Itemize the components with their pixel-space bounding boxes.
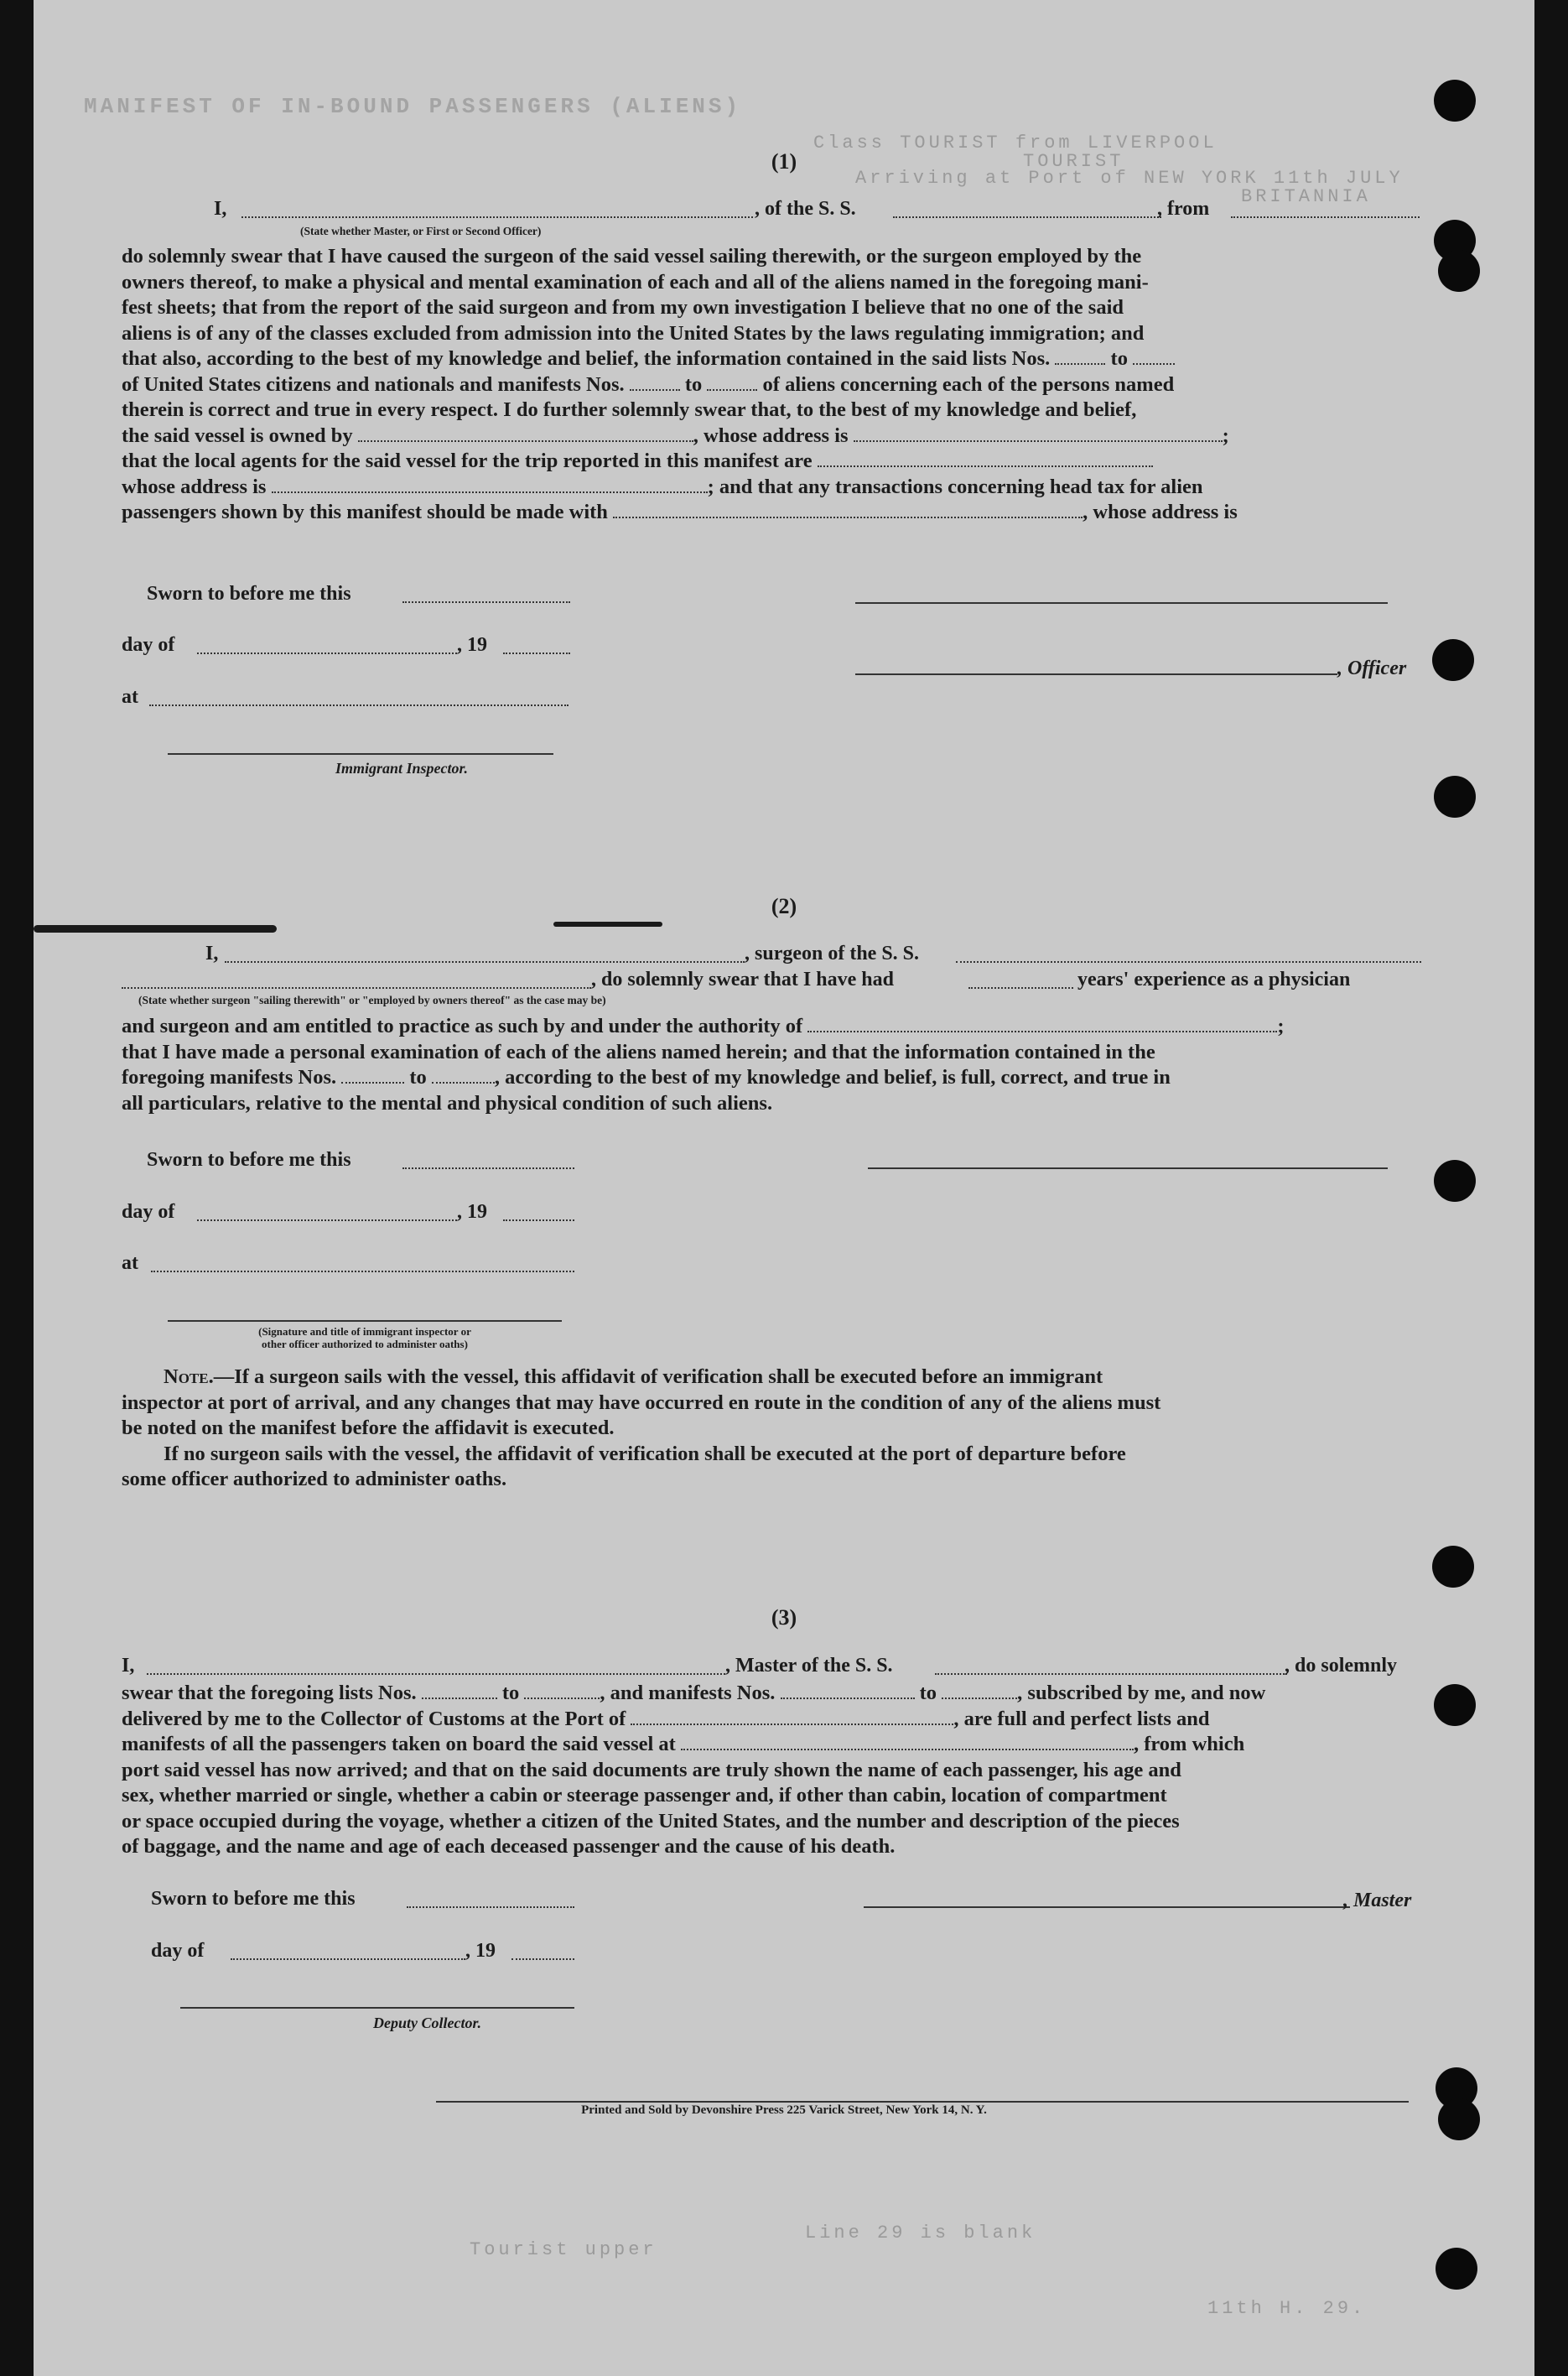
name-blank: [225, 961, 745, 963]
body-line: whose address is ; and that any transactions concerning head tax for alien: [122, 475, 1203, 498]
section1-body: [122, 244, 1400, 526]
name-blank: [241, 216, 753, 218]
ghost-tourist: TOURIST: [1023, 151, 1124, 172]
body-line: manifests of all the passengers taken on board the said vessel at , from which: [122, 1733, 1245, 1755]
body-line: delivered by me to the Collector of Customs at the Port of , are full and perfect lists and: [122, 1707, 1210, 1730]
vessel-blank: [893, 216, 1161, 218]
oath-prefix: I,: [205, 943, 219, 964]
at-blank: [149, 704, 569, 706]
signature-caption: (Signature and title of immigrant inspector or other officer authorized to administer oaths): [258, 1325, 471, 1350]
sworn-label: Sworn to before me this: [147, 1149, 351, 1171]
body-line: all particulars, relative to the mental and physical condition of such aliens.: [122, 1091, 773, 1115]
punch-hole: [1434, 80, 1476, 122]
of-ss-label: , of the S. S.: [755, 198, 856, 220]
officer-caption: (State whether Master, or First or Second Officer): [300, 225, 542, 237]
punch-hole: [1436, 2248, 1477, 2290]
collector-signature-line: [180, 2007, 574, 2009]
ghost-class: Class TOURIST from LIVERPOOL: [813, 133, 1218, 153]
body-line: port said vessel has now arrived; and that on the said documents are truly shown the name of each passenger, his age and: [122, 1758, 1181, 1781]
ghost-tourist-upper: Tourist upper: [470, 2239, 657, 2260]
ink-smudge: [34, 925, 277, 933]
year-label: , 19: [457, 634, 487, 656]
ink-smudge: [553, 922, 662, 927]
ghost-page-ref: 11th H. 29.: [1207, 2298, 1367, 2319]
officer-signature-line-1: [855, 602, 1388, 604]
sworn-label: Sworn to before me this: [151, 1888, 356, 1910]
body-line: sex, whether married or single, whether a cabin or steerage passenger and, if other than cabin, location of compartment: [122, 1784, 1167, 1807]
manifest-back-sheet: [34, 0, 1534, 2376]
day-of-label: day of: [151, 1940, 205, 1962]
master-of-label: , Master of the S. S.: [725, 1655, 893, 1677]
body-line: that also, according to the best of my knowledge and belief, the information contained in the said lists Nos. to: [122, 346, 1400, 372]
footer-rule: [436, 2101, 1409, 2103]
do-solemnly-label: , do solemnly: [1285, 1655, 1398, 1677]
year-label: , 19: [465, 1940, 496, 1962]
body-line: and surgeon and am entitled to practice as such by and under the authority of ;: [122, 1015, 1285, 1037]
day-blank: [197, 652, 457, 654]
name-blank: [147, 1673, 725, 1675]
body-line: or space occupied during the voyage, whether a citizen of the United States, and the number and description of the pieces: [122, 1809, 1180, 1833]
section2-body: [122, 1014, 1400, 1116]
day-blank: [197, 1219, 457, 1221]
surgeon-of-label: , surgeon of the S. S.: [745, 943, 920, 964]
printer-credit: Printed and Sold by Devonshire Press 225 Varick Street, New York 14, N. Y.: [581, 2103, 987, 2117]
collector-caption: Deputy Collector.: [373, 2015, 481, 2031]
officer-label: , Officer: [1337, 658, 1407, 679]
sworn-blank: [402, 1167, 574, 1169]
body-line: fest sheets; that from the report of the said surgeon and from my own investigation I believe that no one of the said: [122, 296, 1124, 319]
punch-hole: [1432, 1546, 1474, 1588]
from-label: , from: [1157, 198, 1210, 220]
vessel-blank: [956, 961, 1421, 963]
body-line: that I have made a personal examination of each of the aliens named herein; and that the information contained in the: [122, 1040, 1155, 1063]
note-line: some officer authorized to administer oaths.: [122, 1468, 507, 1490]
punch-hole: [1432, 639, 1474, 681]
inspector-signature-line: [168, 1320, 562, 1322]
body-line: the said vessel is owned by , whose address is ;: [122, 424, 1229, 447]
vessel-blank: [935, 1673, 1287, 1675]
do-solemnly-label: , do solemnly swear that I have had: [591, 969, 894, 990]
surgeon-caption: (State whether surgeon "sailing therewith" or "employed by owners thereof" as the case may be): [138, 994, 606, 1006]
body-line: foregoing manifests Nos. to , according to the best of my knowledge and belief, is full, correct, and true in: [122, 1066, 1171, 1089]
day-of-label: day of: [122, 634, 175, 656]
years-blank: [968, 987, 1073, 989]
body-line: passengers shown by this manifest should be made with , whose address is: [122, 501, 1238, 523]
note-label: Note.: [164, 1365, 214, 1388]
section-number: (1): [771, 149, 797, 174]
from-blank: [1231, 216, 1420, 218]
ghost-blank-line: Line 29 is blank: [805, 2223, 1036, 2243]
ghost-ship: BRITANNIA: [1241, 186, 1371, 207]
year-label: , 19: [457, 1201, 487, 1223]
master-label: , Master: [1343, 1890, 1412, 1911]
punch-hole: [1434, 1160, 1476, 1202]
body-line: owners thereof, to make a physical and mental examination of each and all of the aliens named in the foregoing mani-: [122, 270, 1149, 294]
sworn-label: Sworn to before me this: [147, 583, 351, 605]
note-line: inspector at port of arrival, and any changes that may have occurred en route in the condition of any of the aliens must: [122, 1391, 1161, 1414]
punch-hole: [1438, 250, 1480, 292]
note-block: [122, 1365, 1400, 1493]
body-line: of United States citizens and nationals and manifests Nos. to of aliens concerning each of the persons named: [122, 372, 1175, 396]
body-line: aliens is of any of the classes excluded from admission into the United States by the laws regulating immigration; and: [122, 321, 1145, 345]
section-number: (3): [771, 1605, 797, 1630]
punch-hole: [1434, 776, 1476, 818]
inspector-signature-line: [168, 753, 553, 755]
at-blank: [151, 1271, 574, 1272]
section3-body: [122, 1681, 1400, 1860]
day-blank: [231, 1958, 465, 1960]
ghost-port: Arriving at Port of NEW YORK 11th JULY: [855, 168, 1404, 189]
at-label: at: [122, 1252, 138, 1274]
master-signature-line: [864, 1906, 1350, 1908]
surgeon-status-blank: [122, 987, 591, 989]
at-label: at: [122, 686, 138, 708]
punch-hole: [1434, 1684, 1476, 1726]
surgeon-signature-line: [868, 1167, 1388, 1169]
body-line: of baggage, and the name and age of each deceased passenger and the cause of his death.: [122, 1835, 896, 1858]
note-line: be noted on the manifest before the affidavit is executed.: [122, 1417, 615, 1439]
years-label: years' experience as a physician: [1077, 969, 1351, 990]
body-line: swear that the foregoing lists Nos. to , and manifests Nos. to , subscribed by me, and now: [122, 1682, 1266, 1704]
oath-prefix: I,: [122, 1655, 135, 1677]
body-line: do solemnly swear that I have caused the surgeon of the said vessel sailing therewith, or the surgeon employed by the: [122, 245, 1142, 268]
year-blank: [511, 1958, 574, 1960]
year-blank: [503, 652, 570, 654]
year-blank: [503, 1219, 574, 1221]
ghost-header: MANIFEST OF IN-BOUND PASSENGERS (ALIENS): [84, 94, 742, 119]
day-of-label: day of: [122, 1201, 175, 1223]
inspector-caption: Immigrant Inspector.: [335, 760, 469, 777]
sworn-blank: [402, 601, 570, 603]
oath-prefix: I,: [214, 198, 227, 220]
officer-signature-line-2: [855, 673, 1337, 675]
note-line: Note.—If a surgeon sails with the vessel, this affidavit of verification shall be executed before an immigrant: [122, 1365, 1400, 1391]
note-line: If no surgeon sails with the vessel, the affidavit of verification shall be executed at the port of departure before: [164, 1442, 1126, 1465]
sworn-blank: [407, 1906, 574, 1908]
body-line: that the local agents for the said vessel for the trip reported in this manifest are: [122, 449, 1400, 475]
body-line: therein is correct and true in every respect. I do further solemnly swear that, to the best of my knowledge and belief,: [122, 398, 1137, 421]
section-number: (2): [771, 894, 797, 918]
